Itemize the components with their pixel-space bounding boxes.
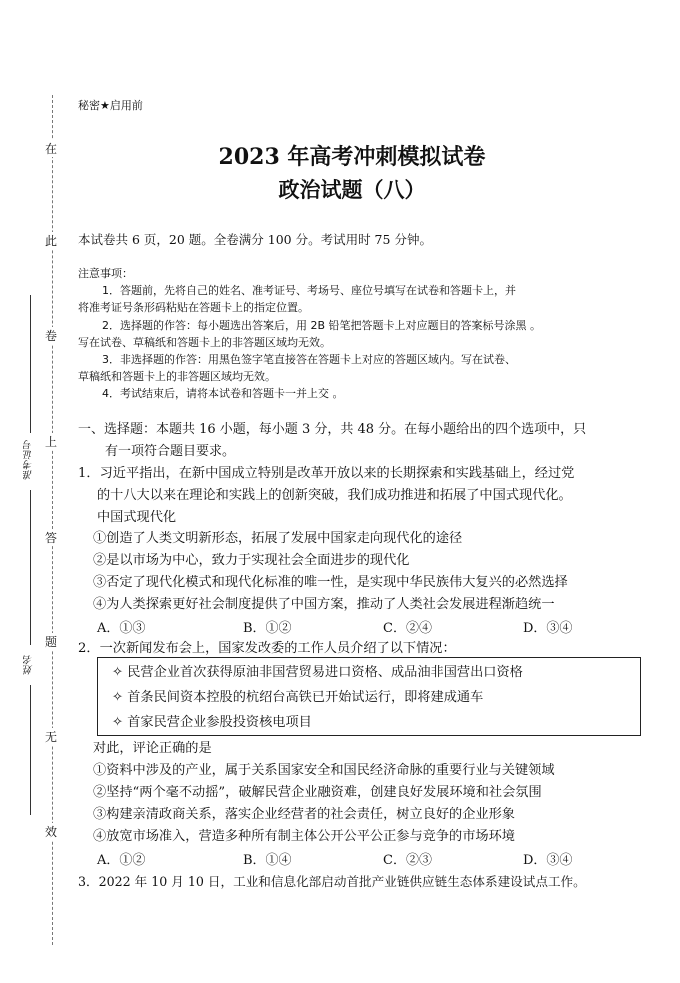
q2-answer: D．③④ (523, 853, 573, 868)
q1-option: ②是以市场为中心，致力于实现社会全面进步的现代化 (93, 553, 410, 568)
margin-char: 题 (45, 635, 58, 649)
notice-line: 3．非选择题的作答：用黑色签字笔直接答在答题卡上对应的答题区域内。写在试卷、 (102, 353, 516, 366)
q2-info-box (97, 657, 641, 736)
q1-answer: C．②④ (383, 621, 432, 636)
notice-line: 草稿纸和答题卡上的非答题区域均无效。 (78, 370, 276, 383)
secret-label: 秘密★启用前 (78, 99, 143, 112)
q2-info-item: ✧ 首条民间资本控股的杭绍台高铁已开始试运行，即将建成通车 (112, 690, 484, 705)
exam-intro: 本试卷共 6 页，20 题。全卷满分 100 分。考试用时 75 分钟。 (78, 232, 432, 247)
name-label: 姓名 (24, 655, 35, 675)
exam-no-label: 准考证号 (24, 440, 35, 480)
q1-option: ①创造了人类文明新形态，拓展了发展中国家走向现代化的途径 (93, 531, 463, 546)
exam-no-line-2 (30, 490, 31, 645)
q2-option: ①资料中涉及的产业，属于关系国家安全和国民经济命脉的重要行业与关键领域 (93, 763, 555, 778)
notice-line: 1．答题前，先将自己的姓名、准考证号、考场号、座位号填写在试卷和答题卡上，并 (102, 284, 516, 297)
notice-title: 注意事项： (78, 267, 133, 280)
q1-answer: B．①② (243, 621, 292, 636)
section-heading-cont: 有一项符合题目要求。 (105, 444, 236, 459)
q3-stem: 3．2022 年 10 月 10 日，工业和信息化部启动首批产业链供应链生态体系建设试点工作。 (78, 874, 586, 889)
q1-stem: 1．习近平指出，在新中国成立特别是改革开放以来的长期探索和实践基础上，经过党 (78, 466, 575, 481)
q2-option: ③构建亲清政商关系，落实企业经营者的社会责任，树立良好的企业形象 (93, 807, 515, 822)
notice-line: 写在试卷、草稿纸和答题卡上的非答题区域均无效。 (78, 336, 331, 349)
page-subtitle: 政治试题（八） (278, 177, 426, 202)
q2-option: ②坚持“两个毫不动摇”，破解民营企业融资难，创建良好发展环境和社会氛围 (93, 785, 542, 800)
q1-stem-cont: 的十八大以来在理论和实践上的创新突破，我们成功推进和拓展了中国式现代化。 (97, 488, 572, 503)
margin-char: 无 (45, 730, 58, 744)
q2-stem: 2．一次新闻发布会上，国家发改委的工作人员介绍了以下情况： (78, 641, 456, 656)
q2-question: 对此，评论正确的是 (93, 741, 212, 756)
exam-no-line (30, 295, 31, 433)
q2-info-item: ✧ 民营企业首次获得原油非国营贸易进口资格、成品油非国营出口资格 (112, 665, 523, 680)
margin-char: 效 (45, 825, 58, 839)
q2-answer: C．②③ (383, 853, 432, 868)
margin-char: 在 (45, 142, 58, 156)
margin-char: 上 (45, 435, 58, 449)
margin-char: 卷 (45, 329, 58, 343)
q1-option: ④为人类探索更好社会制度提供了中国方案，推动了人类社会发展进程渐趋统一 (93, 597, 555, 612)
section-heading: 一、选择题：本题共 16 小题，每小题 3 分，共 48 分。在每小题给出的四个选项中，只 (78, 422, 587, 437)
margin-char: 此 (45, 234, 58, 248)
q1-option: ③否定了现代化模式和现代化标准的唯一性，是实现中华民族伟大复兴的必然选择 (93, 575, 568, 590)
q2-answer: B．①④ (243, 853, 292, 868)
q2-info-item: ✧ 首家民营企业参股投资核电项目 (112, 715, 312, 730)
q2-option: ④放宽市场准入，营造多种所有制主体公开公平公正参与竞争的市场环境 (93, 829, 515, 844)
margin-char: 答 (45, 531, 58, 545)
notice-line: 将准考证号条形码粘贴在答题卡上的指定位置。 (78, 301, 309, 314)
name-line (30, 685, 31, 815)
margin-dashed-line (52, 95, 53, 945)
q2-answer: A．①② (97, 853, 146, 868)
q1-answer: D．③④ (523, 621, 573, 636)
page-title: 2023 年高考冲刺模拟试卷 (218, 144, 486, 170)
q1-stem-end: 中国式现代化 (97, 510, 177, 525)
q1-answer: A．①③ (97, 621, 146, 636)
notice-line: 2．选择题的作答：每小题选出答案后，用 2B 铅笔把答题卡上对应题目的答案标号涂黑 。 (102, 319, 542, 332)
notice-line: 4．考试结束后，请将本试卷和答题卡一并上交 。 (102, 387, 344, 400)
